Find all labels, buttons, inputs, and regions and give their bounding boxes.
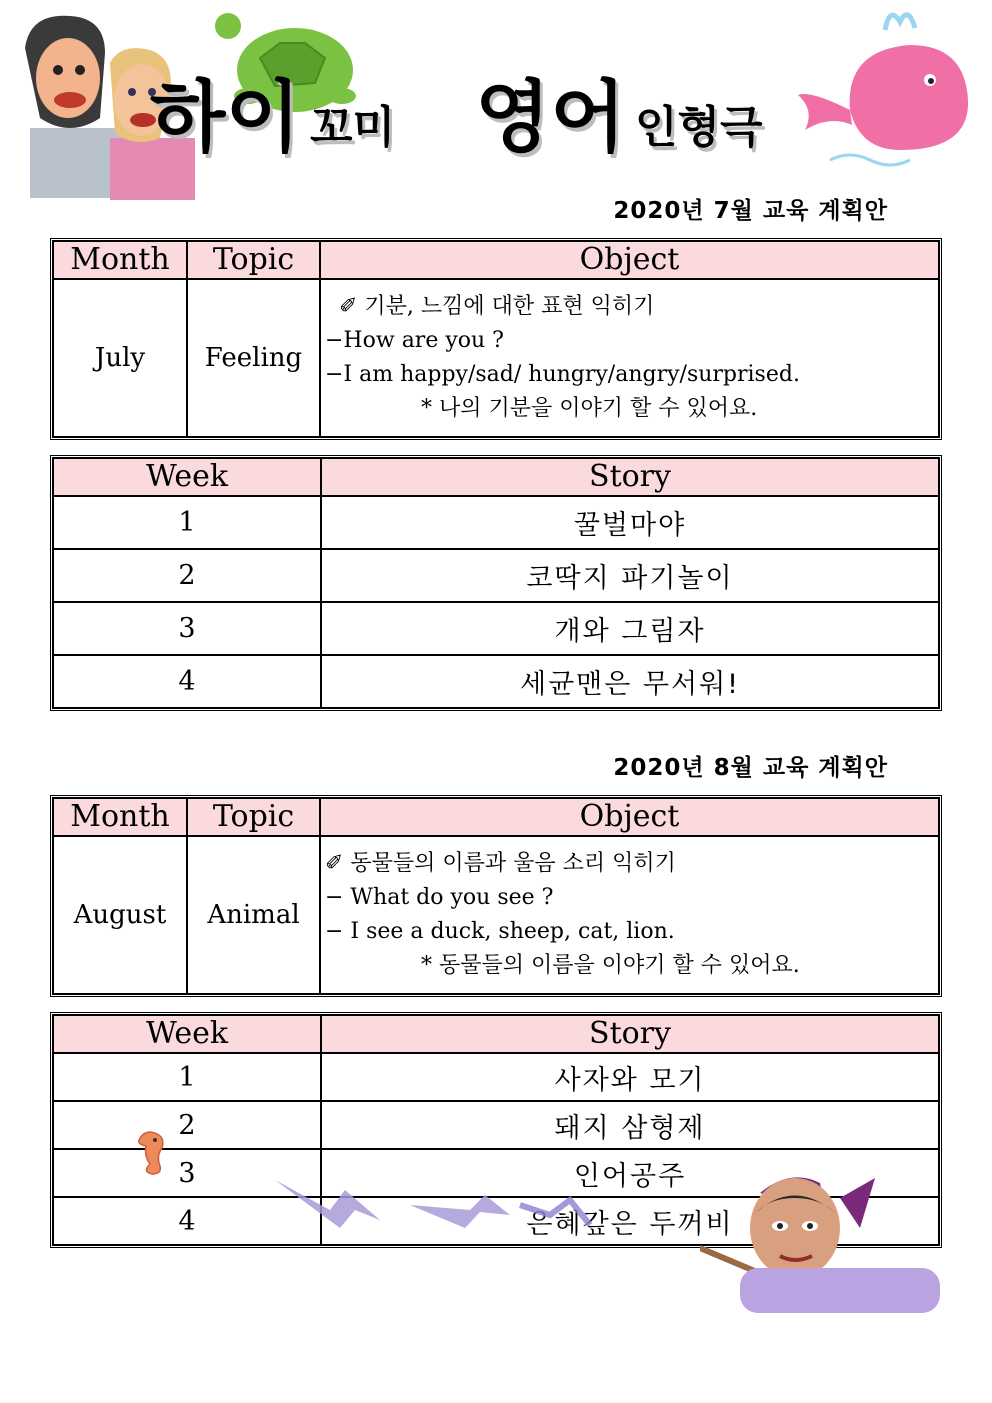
week-cell: 1 [53,1053,321,1101]
week-header: Week [53,1015,321,1053]
story-cell: 세균맨은 무서워! [321,655,939,708]
object-note: * 나의 기분을 이야기 할 수 있어요. [421,396,758,421]
august-objective-table [50,795,942,997]
july-plan-title: 2020년 7월 교육 계획안 [613,198,888,224]
title-part-3: 영어 [475,73,626,163]
object-line: −How are you ? [325,328,504,353]
object-cell [320,836,939,994]
july-objective-table [50,238,942,440]
story-cell: 사자와 모기 [321,1053,939,1101]
story-header: Story [321,458,939,496]
week-cell: 4 [53,655,321,708]
week-header: Week [53,458,321,496]
witch-puppet-image [700,1168,942,1313]
object-header: Object [320,798,939,836]
topic-cell: Feeling [187,279,320,437]
topic-header: Topic [187,798,320,836]
month-header: Month [53,241,187,279]
week-cell: 4 [53,1197,321,1245]
object-header: Object [320,241,939,279]
month-cell: August [53,836,187,994]
month-header: Month [53,798,187,836]
topic-header: Topic [187,241,320,279]
story-cell: 코딱지 파기놀이 [321,549,939,602]
seahorse-icon [130,1128,172,1178]
page-title [150,55,810,175]
month-cell: July [53,279,187,437]
title-part-2: 꼬미 [310,102,396,153]
object-cell [320,279,939,437]
week-cell: 2 [53,1101,321,1149]
topic-cell: Animal [187,836,320,994]
august-plan-title: 2020년 8월 교육 계획안 [613,755,888,781]
week-cell: 2 [53,549,321,602]
july-story-table [50,455,942,711]
story-cell: 인어공주 [321,1149,939,1197]
week-cell: 3 [53,1149,321,1197]
week-cell: 1 [53,496,321,549]
story-cell: 은혜갚은 두꺼비 [321,1197,939,1245]
story-cell: 돼지 삼형제 [321,1101,939,1149]
story-cell: 개와 그림자 [321,602,939,655]
object-line: − What do you see ? [325,885,554,910]
week-cell: 3 [53,602,321,655]
whale-icon [790,0,990,175]
story-header: Story [321,1015,939,1053]
title-part-4: 인형극 [635,102,763,153]
object-line: ✐ 동물들의 이름과 울음 소리 익히기 [325,851,676,876]
object-note: * 동물들의 이름을 이야기 할 수 있어요. [421,953,800,978]
title-part-1: 하이 [150,73,301,163]
lightning-icon [270,1170,600,1250]
story-cell: 꿀벌마야 [321,496,939,549]
object-line: ✐ 기분, 느낌에 대한 표현 익히기 [339,294,655,319]
object-line: − I see a duck, sheep, cat, lion. [325,919,675,944]
object-line: −I am happy/sad/ hungry/angry/surprised. [325,362,800,387]
